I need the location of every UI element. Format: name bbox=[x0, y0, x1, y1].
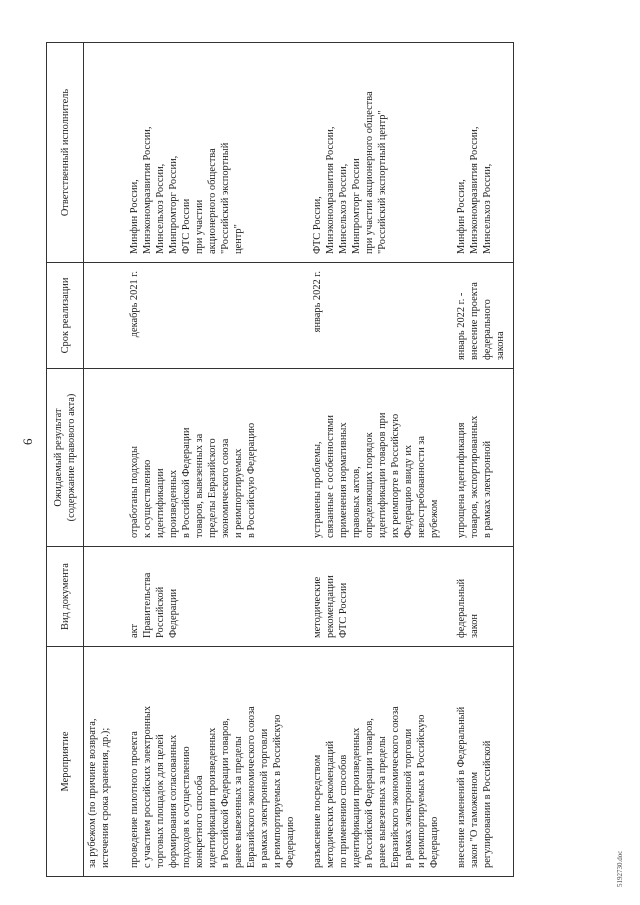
table-header-row bbox=[47, 43, 84, 877]
cell-responsible: Минфин России, Минэкономразвития России, Минсельхоз России, Минпромторг России, ФТС России при участии акционерного общества "Российский экспортный центр" bbox=[120, 43, 303, 263]
cell-deadline bbox=[84, 263, 121, 369]
cell-activity: за рубежом (по причине возврата, истечения срока хранения, др.); bbox=[84, 647, 121, 877]
cell-deadline: декабрь 2021 г. bbox=[120, 263, 303, 369]
cell-doc-type: акт Правительства Российской Федерации bbox=[120, 547, 303, 647]
cell-doc-type: методические рекомендации ФТС России bbox=[303, 547, 447, 647]
cell-responsible: ФТС России, Минэкономразвития России, Минсельхоз России, Минпромторг России при участии акционерного общества "Российский экспортный центр" bbox=[303, 43, 447, 263]
table-row bbox=[303, 43, 447, 877]
cell-expected-result: отработаны подходы к осуществлению идентификации произведенных в Российской Федерации товаров, вывезенных за пределы Евразийского экономического союза и реимпортируемых в Российскую Федерацию bbox=[120, 369, 303, 547]
cell-responsible: Минфин России, Минэкономразвития России, Минсельхоз России, bbox=[447, 43, 514, 263]
header-doc-type: Вид документа bbox=[47, 547, 84, 647]
header-expected-result: Ожидаемый результат (содержание правового акта) bbox=[47, 369, 84, 547]
cell-expected-result: упрощена идентификация товаров, экспортированных в рамках электронной bbox=[447, 369, 514, 547]
cell-doc-type bbox=[84, 547, 121, 647]
cell-deadline: январь 2022 г. bbox=[303, 263, 447, 369]
cell-doc-type: федеральный закон bbox=[447, 547, 514, 647]
file-name-footer: 5192730.doc bbox=[616, 850, 624, 887]
header-activity: Мероприятие bbox=[47, 647, 84, 877]
cell-deadline: январь 2022 г. - внесение проекта федерального закона bbox=[447, 263, 514, 369]
cell-activity: разъяснение посредством методических рекомендаций по применению способов идентификации произведенных в Российской Федерации товаров, ранее вывезенных за пределы Евразийского экономического союза в рамках электронной торговли и реимпортируемых в Российскую Федерацию bbox=[303, 647, 447, 877]
activities-table bbox=[46, 42, 514, 877]
page-number: 6 bbox=[20, 438, 35, 445]
table-row bbox=[120, 43, 303, 877]
header-deadline: Срок реализации bbox=[47, 263, 84, 369]
cell-expected-result bbox=[84, 369, 121, 547]
header-responsible: Ответственный исполнитель bbox=[47, 43, 84, 263]
table-row bbox=[84, 43, 121, 877]
cell-responsible bbox=[84, 43, 121, 263]
cell-expected-result: устранены проблемы, связанные с особенностями применения нормативных правовых актов, определяющих порядок идентификации товаров при их реимпорте в Российскую Федерацию ввиду их невостребованности за рубежом bbox=[303, 369, 447, 547]
cell-activity: внесение изменений в Федеральный закон "О таможенном регулировании в Российской bbox=[447, 647, 514, 877]
table-row bbox=[447, 43, 514, 877]
cell-activity: проведение пилотного проекта с участием российских электронных торговых площадок для целей формирования согласованных подходов к осуществлению конкретного способа идентификации произведенных в Российской Федерации товаров, ранее вывезенных за пределы Евразийского экономического союза в рамках электронной торговли и реимпортируемых в Российскую Федерацию bbox=[120, 647, 303, 877]
